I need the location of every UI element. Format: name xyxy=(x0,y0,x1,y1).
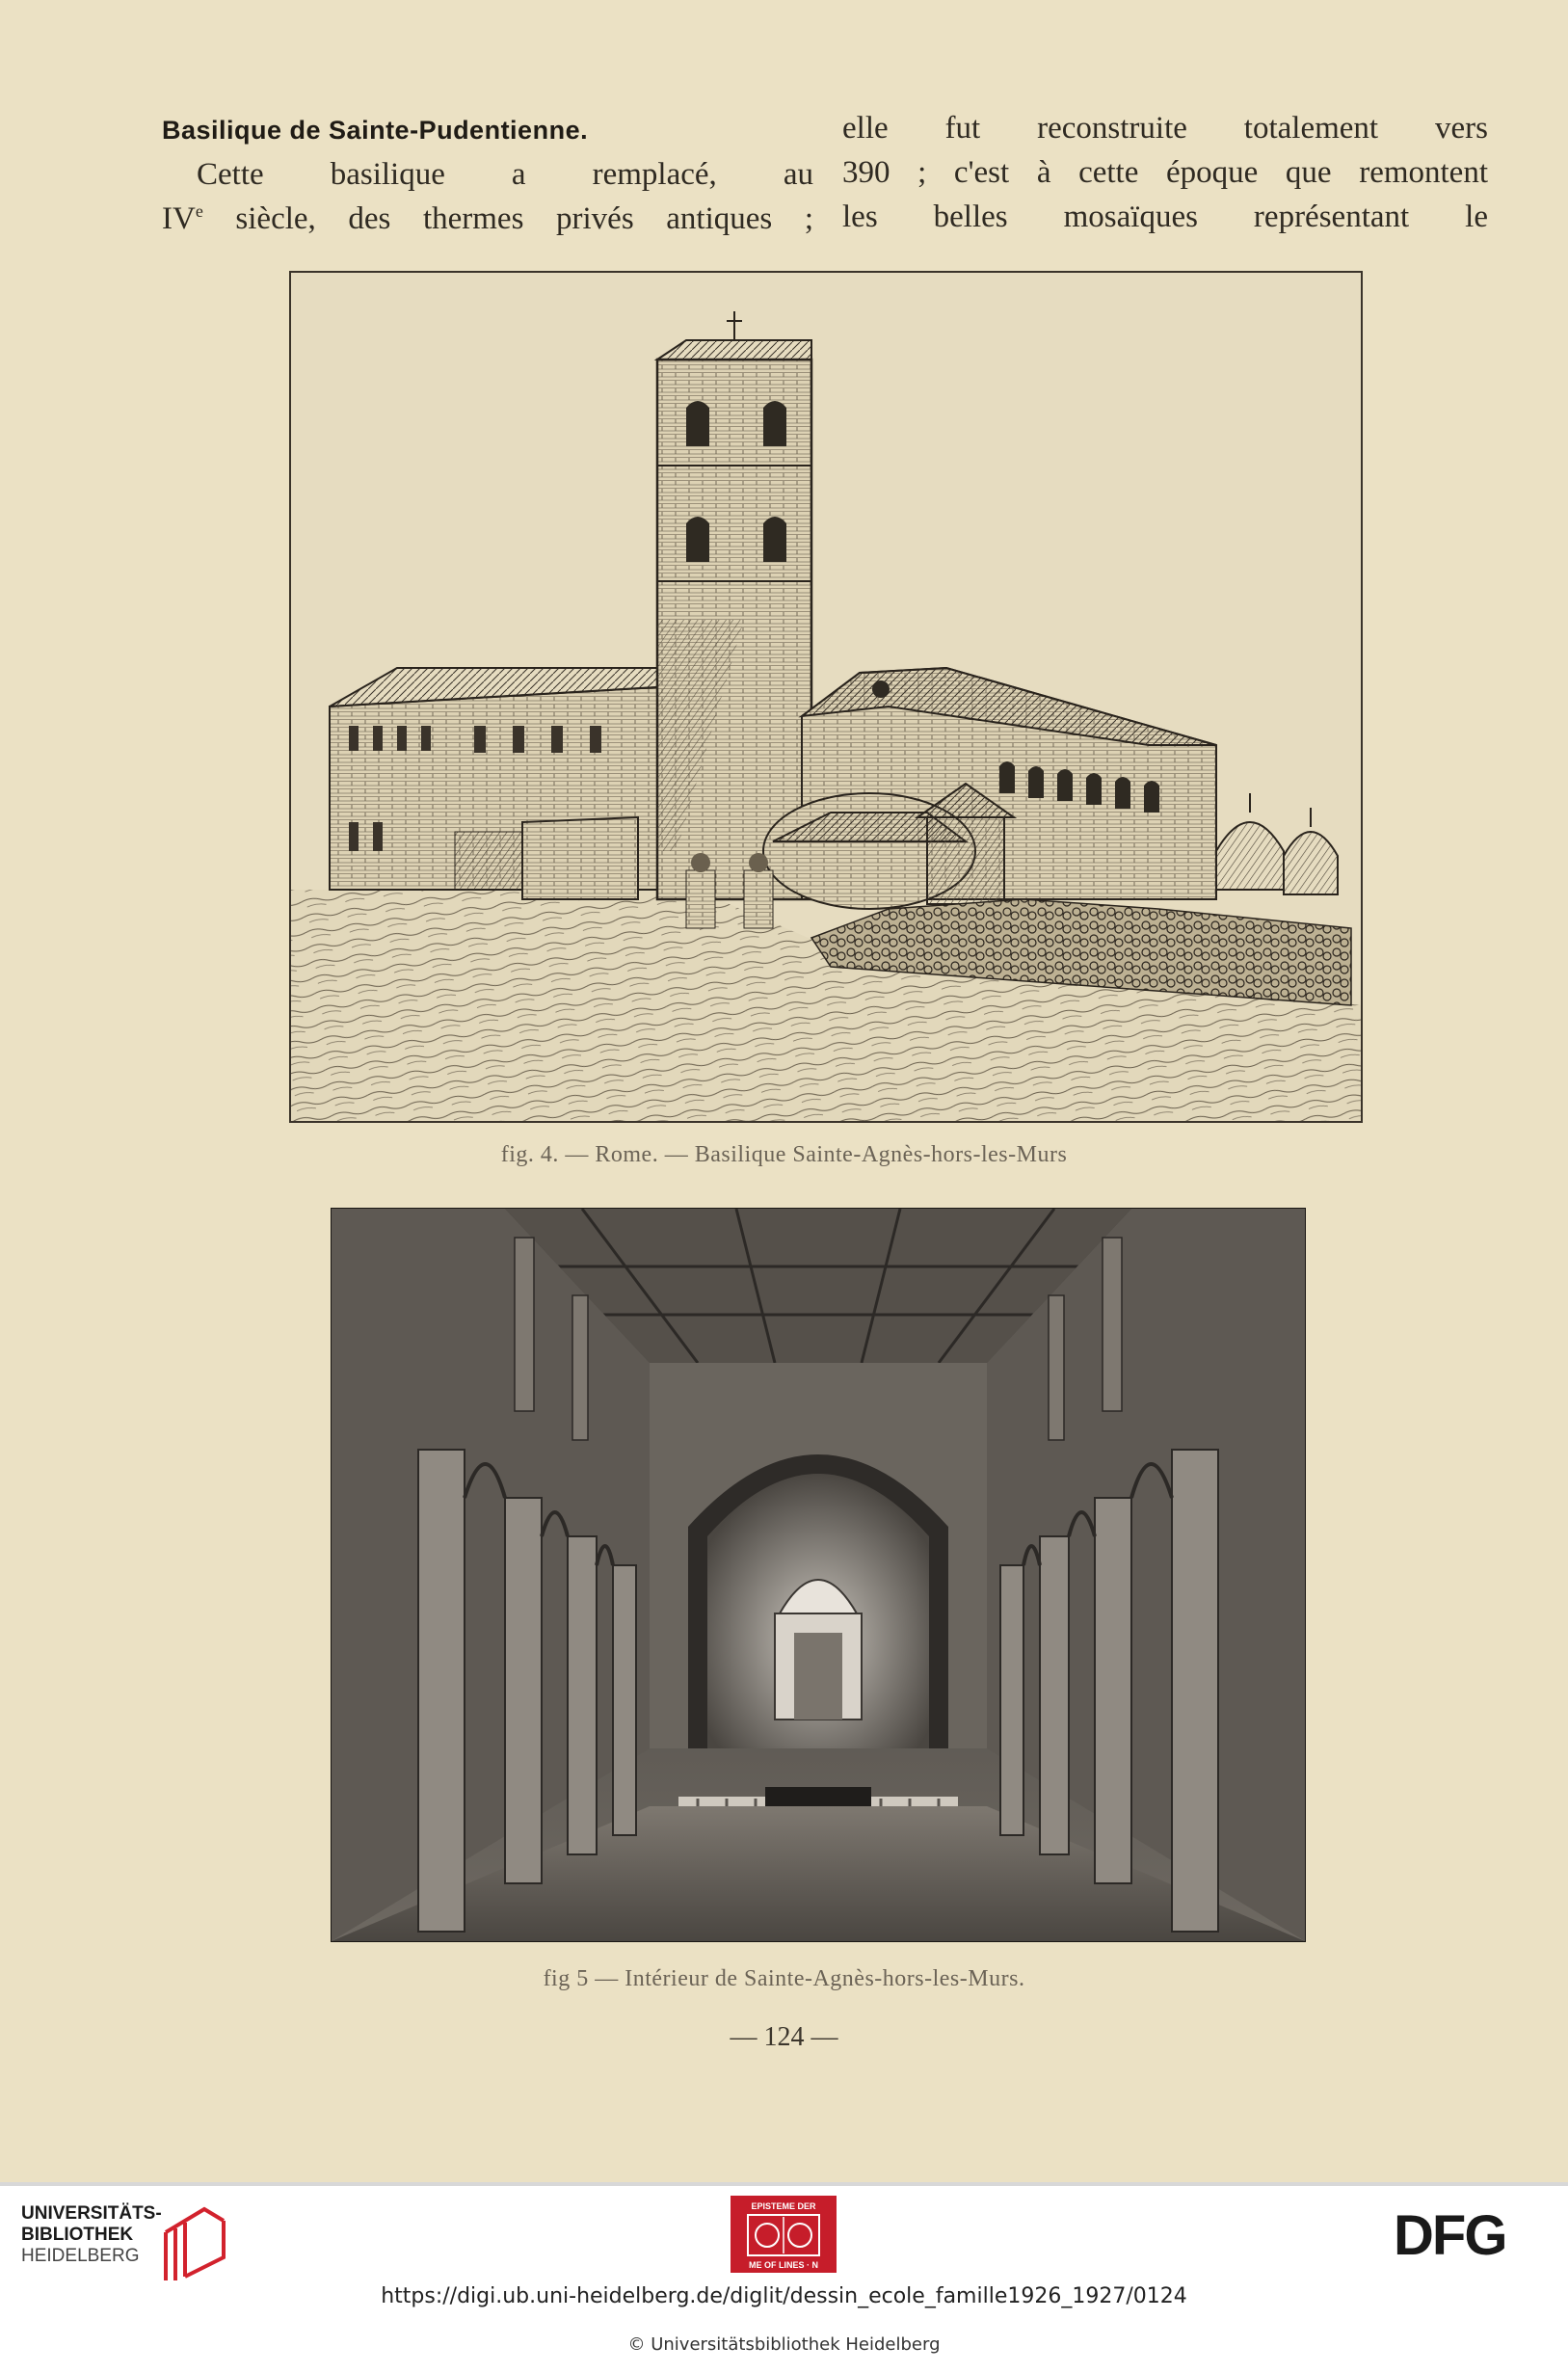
page-number: — 124 — xyxy=(730,2022,838,2052)
copyright-notice: © Universitätsbibliothek Heidelberg xyxy=(627,2334,941,2355)
episteme-emblem-icon xyxy=(731,2196,837,2273)
library-book-icon xyxy=(156,2203,233,2286)
library-line-3: HEIDELBERG xyxy=(21,2246,140,2266)
dfg-text: DFG xyxy=(1394,2204,1506,2264)
text-line: 390 ; c'est à cette époque que remontent xyxy=(842,155,1488,190)
century-superscript: e xyxy=(195,201,203,221)
text-line xyxy=(162,197,813,241)
episteme-bottom-text: ME OF LINES · N xyxy=(749,2260,818,2270)
basilica-exterior-illustration xyxy=(291,273,1361,1121)
footer-divider xyxy=(0,2182,1568,2186)
text-line: elle fut reconstruite totalement vers xyxy=(842,111,1488,146)
library-line-2: BIBLIOTHEK xyxy=(21,2225,134,2245)
figure-4-engraving xyxy=(289,271,1363,1123)
episteme-logo[interactable] xyxy=(731,2196,837,2273)
text-line-rest: siècle, des thermes privés antiques ; xyxy=(235,201,813,236)
library-name xyxy=(21,2203,162,2267)
university-library-logo[interactable] xyxy=(21,2203,224,2277)
text-column-left xyxy=(162,106,813,241)
dfg-logo[interactable] xyxy=(1394,2204,1548,2264)
library-line-1: UNIVERSITÄTS- xyxy=(21,2203,162,2224)
text-column-right xyxy=(842,106,1488,239)
episteme-top-text: EPISTEME DER xyxy=(751,2201,816,2211)
text-line: les belles mosaïques représentant le xyxy=(842,200,1488,234)
section-heading: Basilique de Sainte-Pudentienne. xyxy=(162,116,589,145)
permalink-url[interactable]: https://digi.ub.uni-heidelberg.de/diglit/dessin_ecole_famille1926_1927/0124 xyxy=(381,2284,1187,2308)
century-numeral: IV xyxy=(162,201,196,236)
figure-5-photograph xyxy=(331,1208,1306,1942)
text-line: Cette basilique a remplacé, au xyxy=(197,157,813,192)
dfg-logo-mark xyxy=(1394,2204,1548,2264)
basilica-interior-photo xyxy=(332,1209,1305,1941)
figure-4-caption: fig. 4. — Rome. — Basilique Sainte-Agnès-hors-les-Murs xyxy=(500,1142,1068,1167)
figure-5-caption: fig 5 — Intérieur de Sainte-Agnès-hors-les-Murs. xyxy=(543,1966,1025,1991)
